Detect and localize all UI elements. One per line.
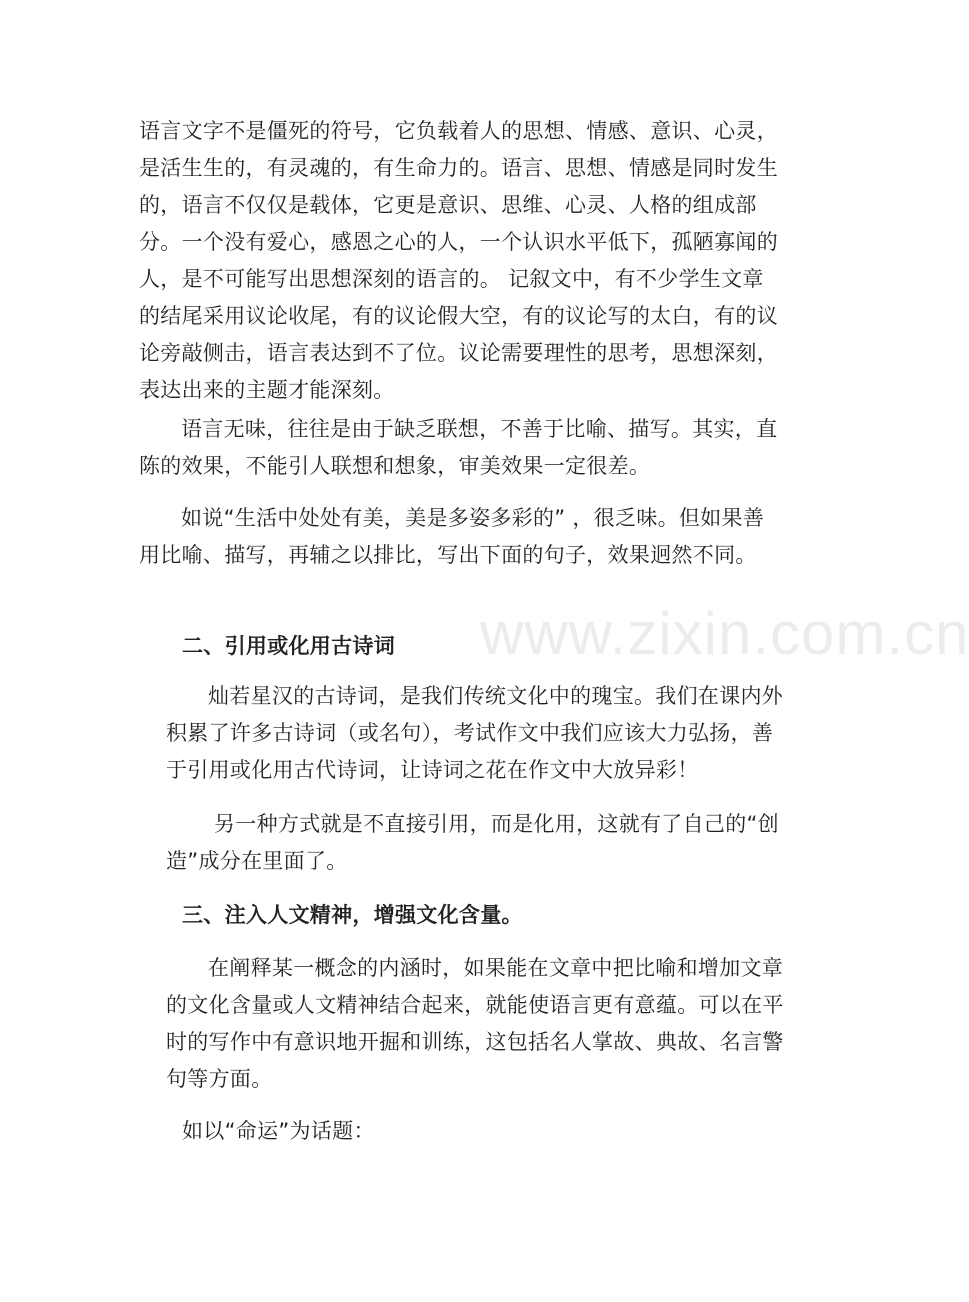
watermark: www.zixin.com.cn [480, 600, 969, 667]
paragraph-fate-topic: 如以“命运”为话题： [182, 1119, 375, 1143]
paragraph-life-beauty-example: 如说“生活中处处有美，美是多姿多彩的” ，很乏味。但如果善用比喻、描写，再辅之以排比，写出下面的句子，效果迥然不同。 [139, 506, 765, 567]
paragraph-poetry-adapt: 另一种方式就是不直接引用，而是化用，这就有了自己的“创造”成分在里面了。 [166, 812, 779, 873]
paragraph-humanism-explain: 在阐释某一概念的内涵时，如果能在文章中把比喻和增加文章的文化含量或人文精神结合起来，就能使语言更有意蕴。可以在平时的写作中有意识地开掘和训练，这包括名人掌故、典故、名言警句等方面。 [166, 956, 784, 1091]
paragraph-language-essence: 语言文字不是僵死的符号，它负载着人的思想、情感、意识、心灵，是活生生的，有灵魂的，有生命力的。语言、思想、情感是同时发生的，语言不仅仅是载体，它更是意识、思维、心灵、人格的组成部分。一个没有爱心，感恩之心的人，一个认识水平低下，孤陋寡闻的人，是不可能写出思想深刻的语言的。 记叙文中，有不少学生文章的结尾采用议论收尾，有的议论假大空，有的议论写的太白，有的议论旁敲侧击，语言表达到不了位。议论需要理性的思考，思想深刻，表达出来的主题才能深刻。 [139, 119, 778, 402]
paragraph-poetry-treasure: 灿若星汉的古诗词，是我们传统文化中的瑰宝。我们在课内外积累了许多古诗词（或名句），考试作文中我们应该大力弘扬，善于引用或化用古代诗词，让诗词之花在作文中大放异彩！ [166, 684, 784, 782]
paragraph-language-tasteless: 语言无味，往往是由于缺乏联想，不善于比喻、描写。其实，直陈的效果，不能引人联想和想象，审美效果一定很差。 [139, 417, 778, 478]
section-heading-humanism: 三、注入人文精神，增强文化含量。 [182, 903, 523, 927]
section-heading-poetry: 二、引用或化用古诗词 [182, 634, 395, 658]
